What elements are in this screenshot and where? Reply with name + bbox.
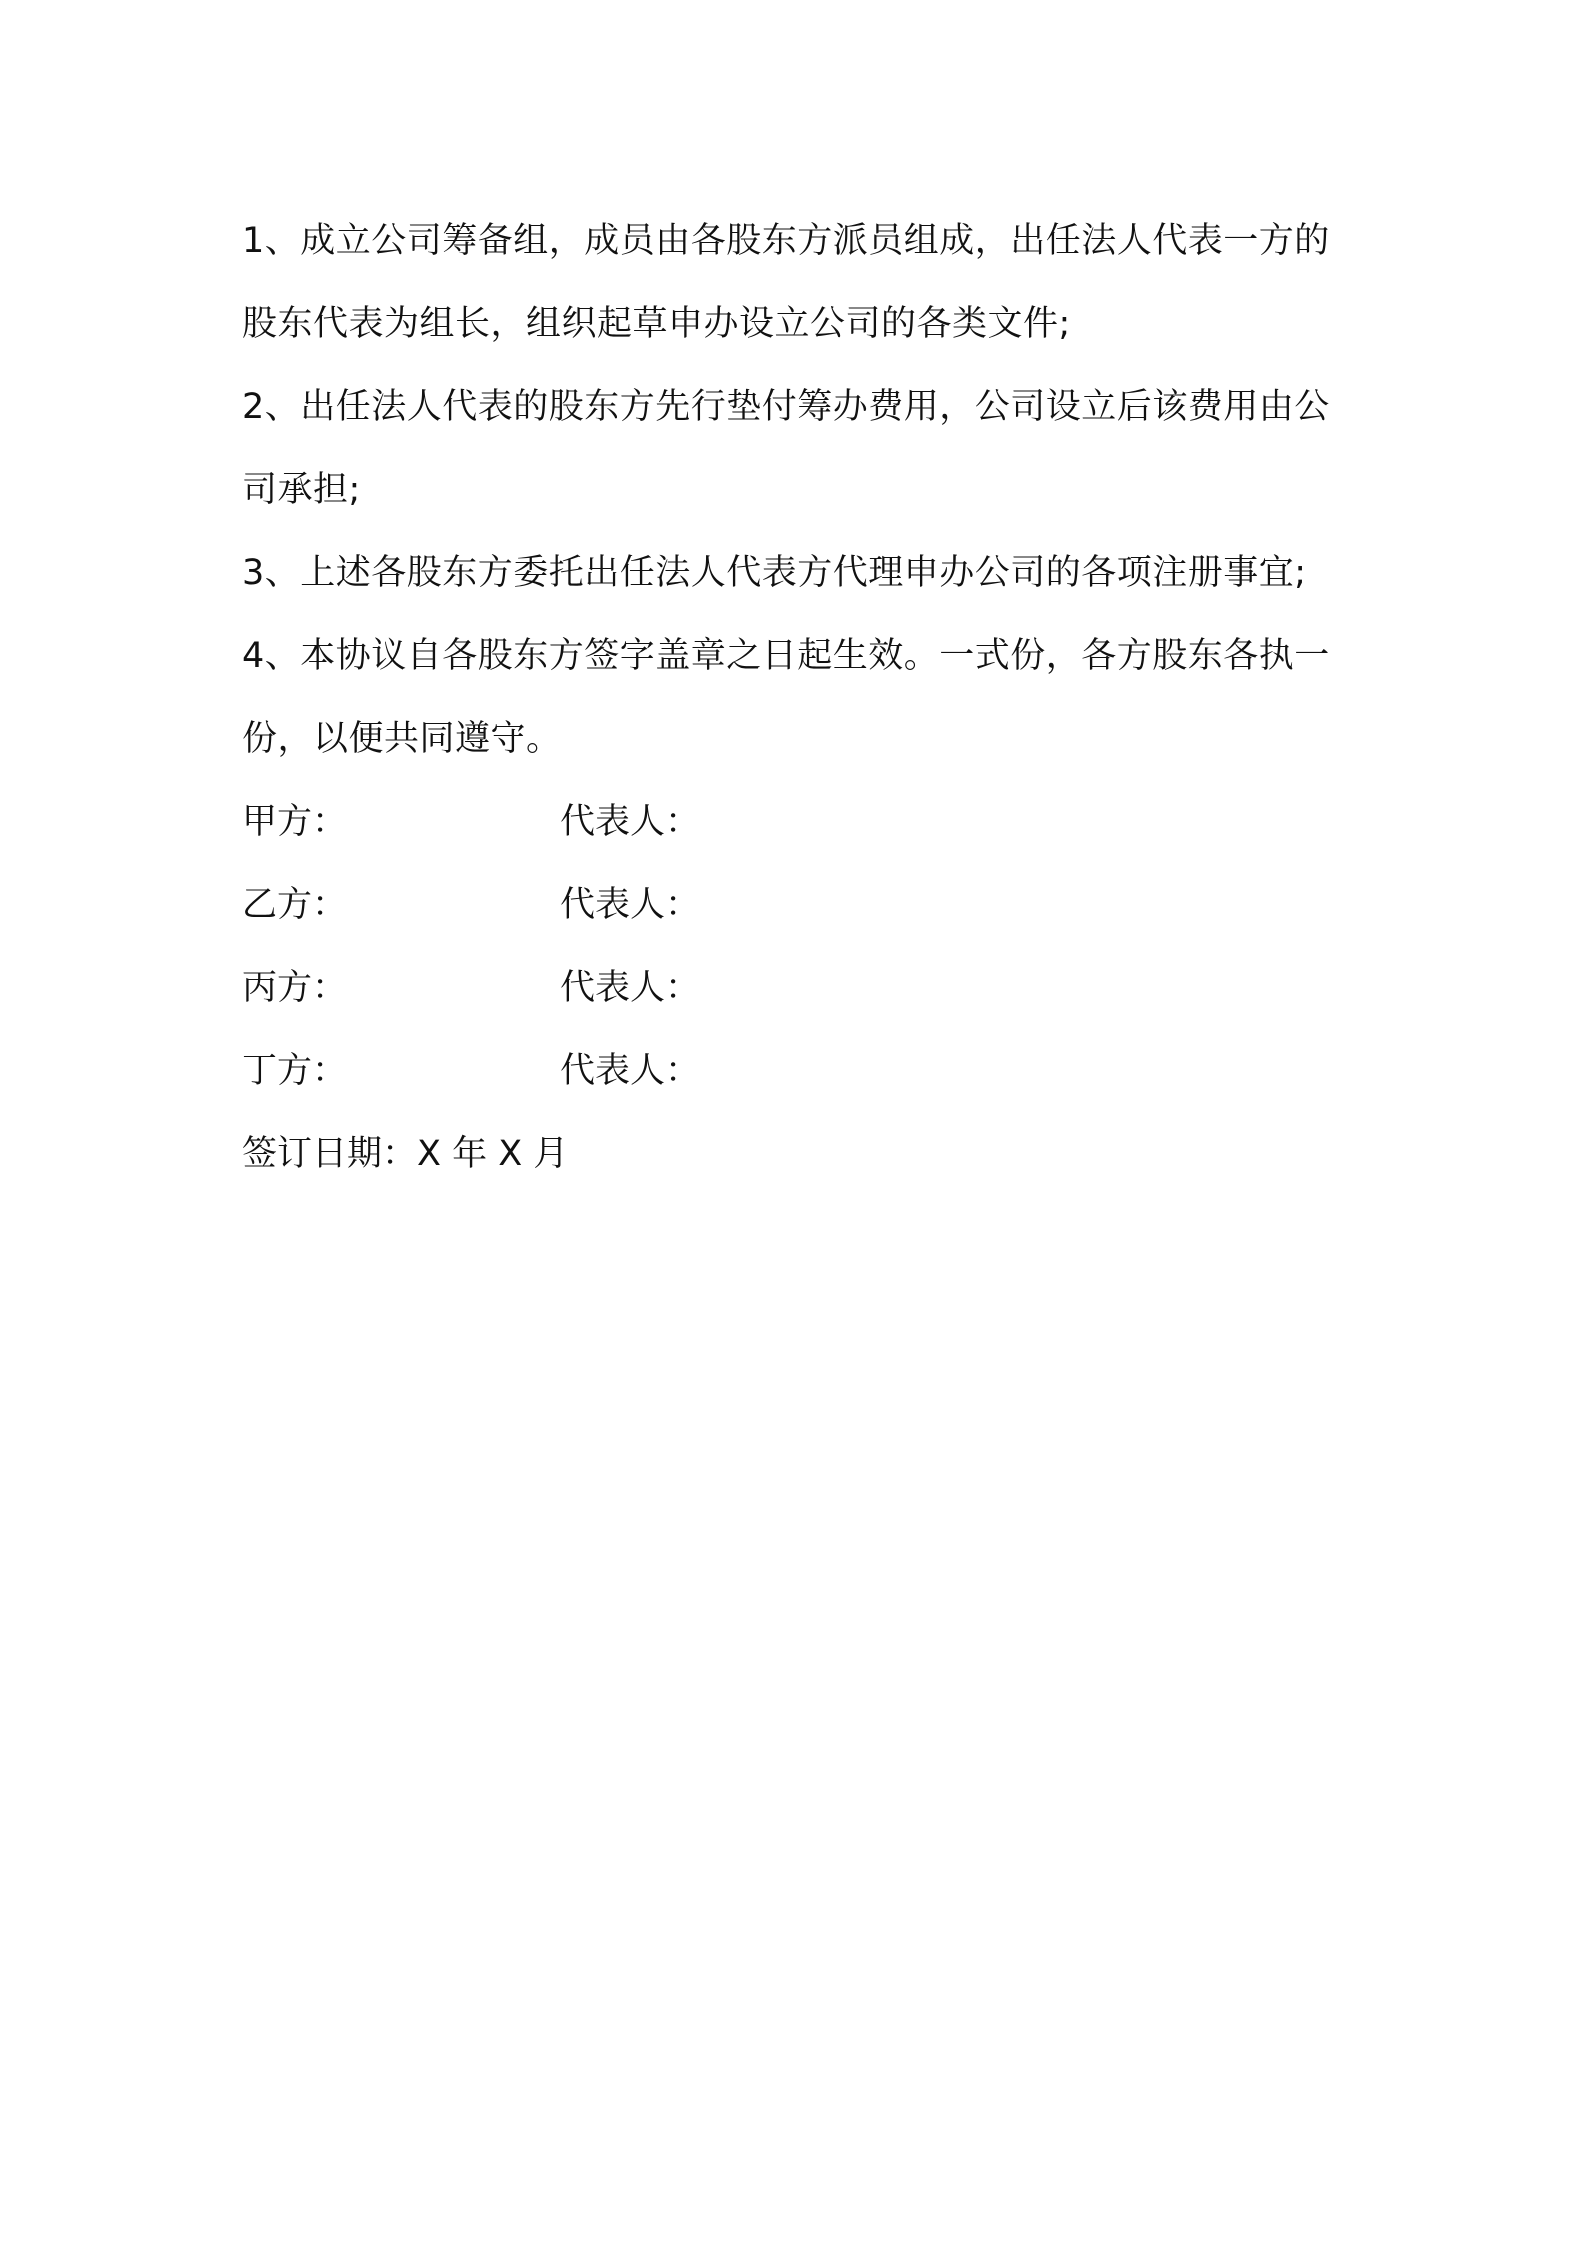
party-a-label: 甲方：: [242, 802, 348, 842]
party-d-representative-label: 代表人：: [560, 1051, 701, 1091]
signature-row-party-c: [242, 947, 1352, 1030]
signature-row-party-d: [242, 1030, 1352, 1113]
party-b-label: 乙方：: [242, 885, 348, 925]
clause-1: 1、成立公司筹备组，成员由各股东方派员组成，出任法人代表一方的股东代表为组长，组织起草申办设立公司的各类文件;: [242, 221, 1330, 344]
clause-2: 2、出任法人代表的股东方先行垫付筹办费用，公司设立后该费用由公司承担;: [242, 387, 1330, 510]
party-a-representative-label: 代表人：: [560, 802, 701, 842]
signature-row-party-a: [242, 781, 1352, 864]
clause-4: 4、本协议自各股东方签字盖章之日起生效。一式份，各方股东各执一份，以便共同遵守。: [242, 636, 1330, 759]
party-d-label: 丁方：: [242, 1051, 348, 1091]
party-b-representative-label: 代表人：: [560, 885, 701, 925]
party-c-label: 丙方：: [242, 968, 348, 1008]
document-body: [242, 200, 1352, 1196]
signing-date: 签订日期：X 年 X 月: [242, 1134, 569, 1174]
clause-3: 3、上述各股东方委托出任法人代表方代理申办公司的各项注册事宜;: [242, 553, 1307, 593]
signature-row-party-b: [242, 864, 1352, 947]
party-c-representative-label: 代表人：: [560, 968, 701, 1008]
